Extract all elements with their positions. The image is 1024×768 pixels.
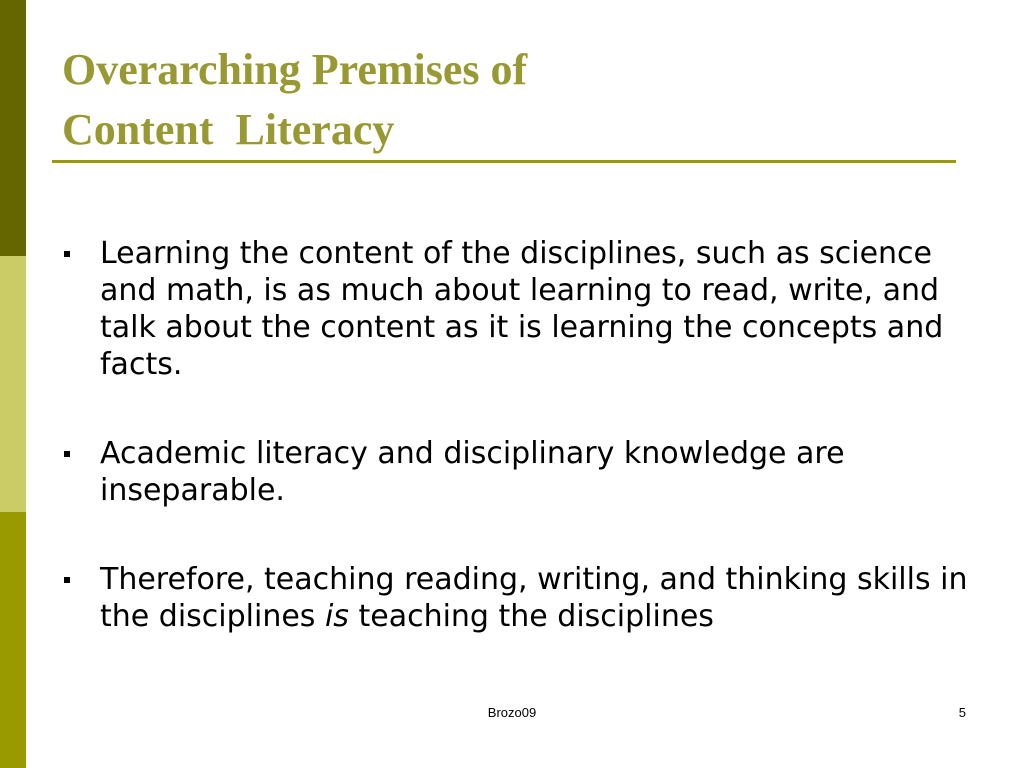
square-bullet-icon: [64, 251, 70, 257]
bullet-item-1: [62, 235, 972, 383]
footer-author: Brozo09: [487, 705, 537, 720]
title-underline: [52, 160, 956, 163]
bullet-item-2: [62, 435, 972, 509]
sidebar-band-dark: [0, 0, 26, 256]
square-bullet-icon: [64, 451, 70, 457]
slide-title: [62, 40, 942, 160]
bullet-text-2: Academic literacy and disciplinary knowledge are inseparable.: [100, 436, 845, 508]
title-line-1: Overarching Premises of: [62, 45, 528, 94]
bullet-text-3-after: teaching the disciplines: [348, 599, 714, 634]
bullet-text-3-emphasis: is: [324, 599, 349, 634]
bullet-text-1: Learning the content of the disciplines, such as science and math, is as much about learning to read, write, and talk about the content as it is learning the concepts and facts.: [100, 236, 944, 382]
bullet-text-3-before: Therefore, teaching reading, writing, and thinking skills in the disciplines: [100, 562, 968, 634]
square-bullet-icon: [64, 577, 70, 583]
page-number: 5: [958, 705, 966, 720]
bullet-list: [62, 235, 972, 687]
bullet-item-3: [62, 561, 972, 635]
title-line-2: Content Literacy: [62, 105, 395, 154]
sidebar-band-olive: [0, 512, 26, 768]
sidebar-band-light: [0, 256, 26, 512]
